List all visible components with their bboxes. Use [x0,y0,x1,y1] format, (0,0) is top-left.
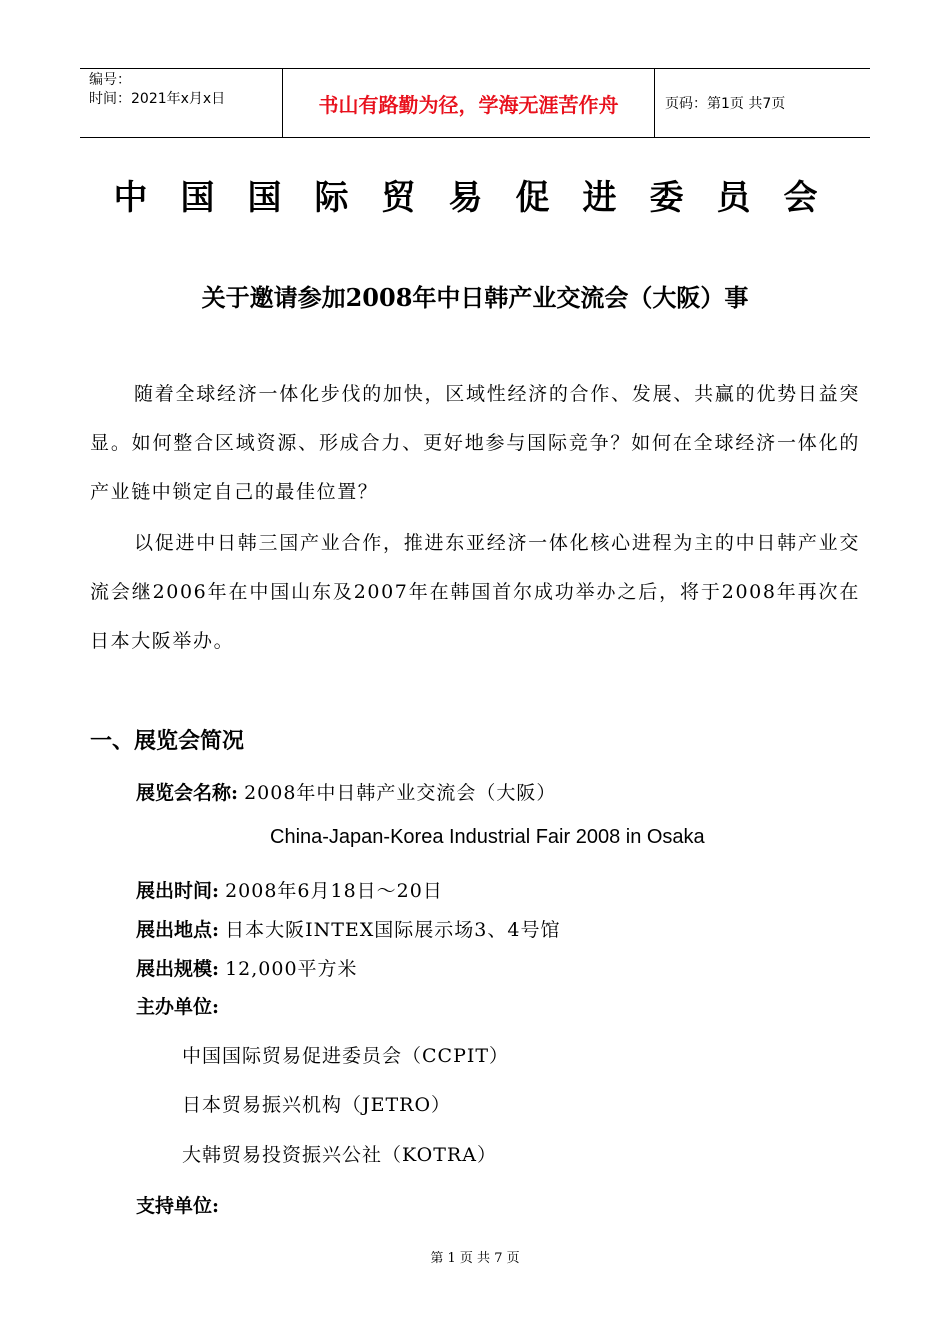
field-label: 展出时间: [136,880,220,902]
document-subtitle: 关于邀请参加2008年中日韩产业交流会（大阪）事 [201,283,749,312]
field-label: 展出地点: [136,919,220,941]
field-label: 展览会名称: [136,782,239,804]
intro-paragraph-2: 以促进中日韩三国产业合作，推进东亚经济一体化核心进程为主的中日韩产业交流会继2006年在中国山东及2007年在韩国首尔成功举办之后，将于2008年再次在日本大阪举办。 [90,532,860,652]
header-page-info: 页码：第1页 共7页 [665,96,786,112]
field-exhibition-name [136,778,556,805]
exhibition-name-english: China-Japan-Korea Industrial Fair 2008 in Osaka [270,826,705,848]
field-value: 2008年中日韩产业交流会（大阪） [244,782,557,804]
field-label: 展出规模: [136,958,220,980]
document-number-label: 编号： [89,72,131,88]
field-exhibition-place [136,915,560,942]
organizer-item: 中国国际贸易促进委员会（CCPIT） [182,1045,510,1067]
header-motto: 书山有路勤为径，学海无涯苦作舟 [282,69,655,137]
document-date: 时间：2021年x月x日 [89,91,226,107]
section-heading-overview: 一、展览会简况 [90,728,245,754]
field-value: 2008年6月18日～20日 [225,880,443,902]
field-exhibition-scale [136,954,358,981]
field-value: 日本大阪INTEX国际展示场3、4号馆 [225,919,561,941]
document-title: 中国国际贸易促进委员会 [113,178,851,218]
field-organizers [136,992,219,1019]
intro-paragraph-1: 随着全球经济一体化步伐的加快，区域性经济的合作、发展、共赢的优势日益突显。如何整合区域资源、形成合力、更好地参与国际竞争？如何在全球经济一体化的产业链中锁定自己的最佳位置？ [90,383,860,503]
field-supporters [136,1191,219,1218]
header-meta-cell [80,69,282,137]
page-footer: 第 1 页 共 7 页 [430,1251,520,1266]
organizer-item: 日本贸易振兴机构（JETRO） [182,1094,452,1116]
header-table [80,68,870,138]
organizer-item: 大韩贸易投资振兴公社（KOTRA） [182,1144,497,1166]
field-label: 主办单位: [136,996,220,1018]
field-value: 12,000平方米 [225,958,358,980]
field-exhibition-time [136,876,443,903]
field-label: 支持单位: [136,1195,220,1217]
